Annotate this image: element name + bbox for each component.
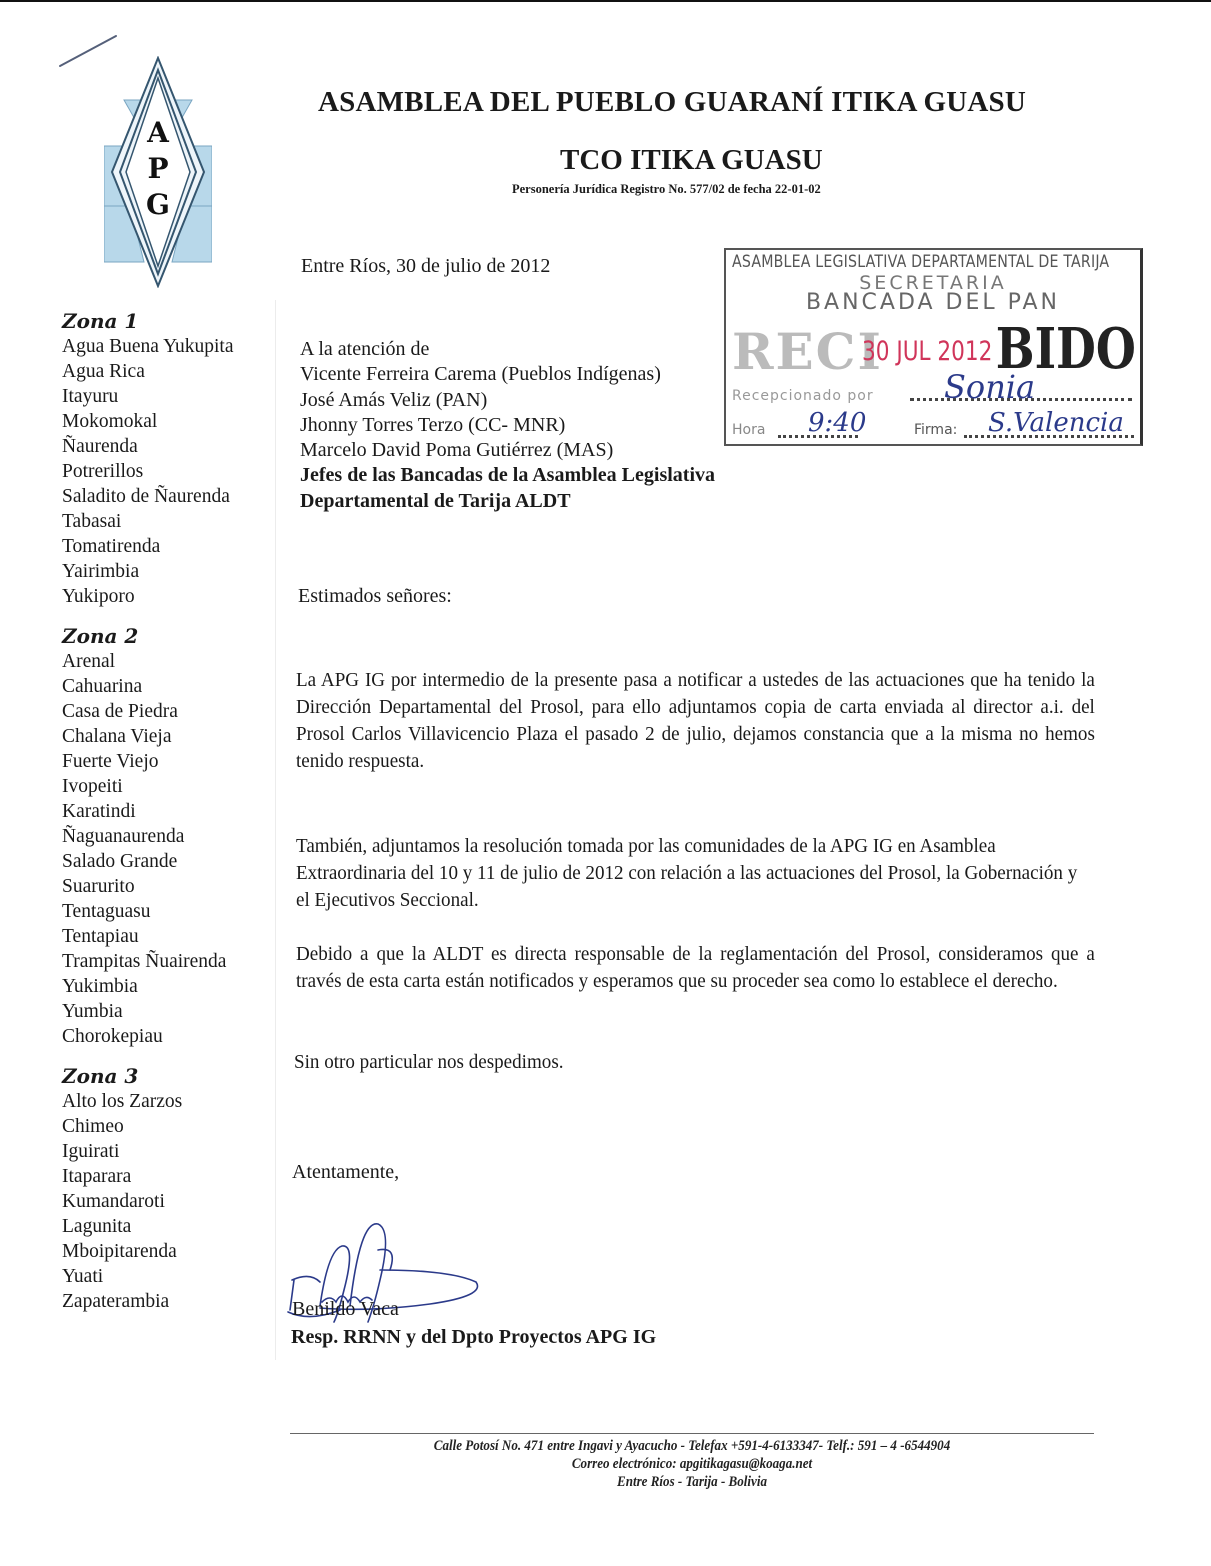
community-item: Chalana Vieja (62, 726, 172, 747)
footer-address: Calle Potosí No. 471 entre Ingavi y Ayacucho - Telefax +591-4-6133347- Telf.: 591 – 4 -6544904 (433, 1438, 951, 1454)
zone-title: Zona 3 (62, 1064, 139, 1088)
community-item: Saladito de Ñaurenda (62, 486, 230, 507)
salutation: Estimados señores: (298, 585, 452, 607)
recipient: Jhonny Torres Terzo (CC- MNR) (300, 413, 566, 436)
signer-role: Resp. RRNN y del Dpto Proyectos APG IG (291, 1326, 657, 1348)
community-item: Iguirati (62, 1141, 120, 1162)
apg-logo (104, 56, 212, 288)
organization-title: ASAMBLEA DEL PUEBLO GUARANÍ ITIKA GUASU (318, 86, 1026, 118)
signer-name: Benildo Vaca (292, 1298, 399, 1320)
community-item: Agua Rica (62, 361, 145, 382)
community-item: Karatindi (62, 801, 136, 822)
community-item: Ñaguanaurenda (62, 826, 185, 847)
body-paragraph: La APG IG por intermedio de la presente pasa a notificar a ustedes de las actuaciones que ha tenido la Dirección Departamental del Prosol, para ello adjuntamos copia de carta enviada al director a.i. del Prosol Carlos Villavicencio Plaza el pasado 2 de julio, dejamos constancia que a la misma no hemos tenido respuesta. (296, 669, 1095, 772)
body-paragraph: También, adjuntamos la resolución tomada por las comunidades de la APG IG en Asamblea Extraordinaria del 10 y 11 de julio de 2012 con relación a las actuaciones del Prosol, la Gobernación y el Ejecutivos Seccional. (296, 835, 1078, 911)
community-item: Mboipitarenda (62, 1241, 177, 1262)
closing-line: Sin otro particular nos despedimos. (294, 1051, 564, 1073)
stamp-received-by-value: Sonia (944, 368, 1036, 406)
community-item: Chimeo (62, 1116, 124, 1137)
zone-title: Zona 2 (62, 624, 139, 648)
recipient: José Amás Veliz (PAN) (300, 388, 488, 411)
community-item: Chorokepiau (62, 1026, 163, 1047)
stamp-time-value: 9:40 (808, 408, 867, 438)
legal-registration: Personería Jurídica Registro No. 577/02 de fecha 22-01-02 (512, 182, 821, 196)
received-stamp (724, 248, 1143, 446)
community-item: Casa de Piedra (62, 701, 178, 722)
community-item: Mokomokal (62, 411, 158, 432)
community-item: Tabasai (62, 511, 122, 532)
community-item: Arenal (62, 651, 116, 672)
community-item: Trampitas Ñuairenda (62, 951, 227, 972)
community-item: Ñaurenda (62, 436, 138, 457)
sidebar-divider (275, 300, 276, 1360)
community-zones-list (62, 308, 272, 1328)
zone-group (62, 623, 272, 1049)
community-item: Tomatirenda (62, 536, 161, 557)
stamp-institution: ASAMBLEA LEGISLATIVA DEPARTAMENTAL DE TARIJA (732, 252, 1110, 271)
community-item: Yuati (62, 1266, 104, 1287)
letter-date: Entre Ríos, 30 de julio de 2012 (301, 255, 551, 277)
logo-letter-g: G (146, 188, 170, 221)
stamp-signature-label: Firma: (914, 422, 958, 438)
community-item: Yukiporo (62, 586, 135, 607)
footer-divider (290, 1433, 1094, 1434)
page-top-border (0, 0, 1211, 2)
community-item: Kumandaroti (62, 1191, 165, 1212)
footer-email: Correo electrónico: apgitikagasu@koaga.net (571, 1456, 813, 1472)
logo-letter-p: P (147, 152, 169, 185)
community-item: Lagunita (62, 1216, 132, 1237)
community-item: Fuerte Viejo (62, 751, 159, 772)
recipients-title: Jefes de las Bancadas de la Asamblea Legislativa (300, 464, 716, 487)
community-item: Yukimbia (62, 976, 138, 997)
community-item: Itaparara (62, 1166, 132, 1187)
community-item: Itayuru (62, 386, 119, 407)
attention-line: A la atención de (300, 338, 430, 360)
stamp-office: SECRETARIA (859, 272, 1007, 294)
zone-group (62, 1063, 272, 1314)
footer-location: Entre Ríos - Tarija - Bolivia (617, 1474, 767, 1490)
community-item: Zapaterambia (62, 1291, 170, 1312)
stamp-signature-value: S.Valencia (988, 408, 1124, 438)
logo-letter-a: A (147, 116, 169, 149)
community-item: Potrerillos (62, 461, 144, 482)
stamp-bancada: BANCADA DEL PAN (805, 290, 1061, 315)
community-item: Tentaguasu (62, 901, 151, 922)
recipient: Vicente Ferreira Carema (Pueblos Indígenas) (300, 363, 661, 386)
community-item: Alto los Zarzos (62, 1091, 183, 1112)
body-paragraph: Debido a que la ALDT es directa responsable de la reglamentación del Prosol, consideramos que a través de esta carta están notificados y esperamos que su proceder sea como lo establece el derecho. (296, 943, 1095, 992)
community-item: Yumbia (62, 1001, 123, 1022)
stamp-received-right: BIDO (995, 316, 1136, 382)
stamp-received-by-label: Recepcionado por (732, 388, 874, 404)
community-item: Agua Buena Yukupita (62, 336, 234, 357)
community-item: Cahuarina (62, 676, 143, 697)
stamp-received-left: RECI (732, 322, 883, 381)
recipients-title: Departamental de Tarija ALDT (300, 489, 571, 512)
footer-contact (290, 1437, 1094, 1491)
sign-off: Atentamente, (292, 1161, 400, 1183)
zone-title: Zona 1 (62, 309, 139, 333)
community-item: Yairimbia (62, 561, 140, 582)
apg-diamond-logo-icon (104, 56, 212, 288)
community-item: Tentapiau (62, 926, 139, 947)
stamp-received-date: 30 JUL 2012 (862, 336, 993, 367)
addressees-block (300, 337, 715, 514)
recipient: Marcelo David Poma Gutiérrez (MAS) (300, 439, 614, 462)
stamp-time-label: Hora (732, 422, 766, 438)
tco-title: TCO ITIKA GUASU (560, 144, 823, 176)
community-item: Salado Grande (62, 851, 178, 872)
zone-group (62, 308, 272, 609)
community-item: Suarurito (62, 876, 135, 897)
community-item: Ivopeiti (62, 776, 123, 797)
